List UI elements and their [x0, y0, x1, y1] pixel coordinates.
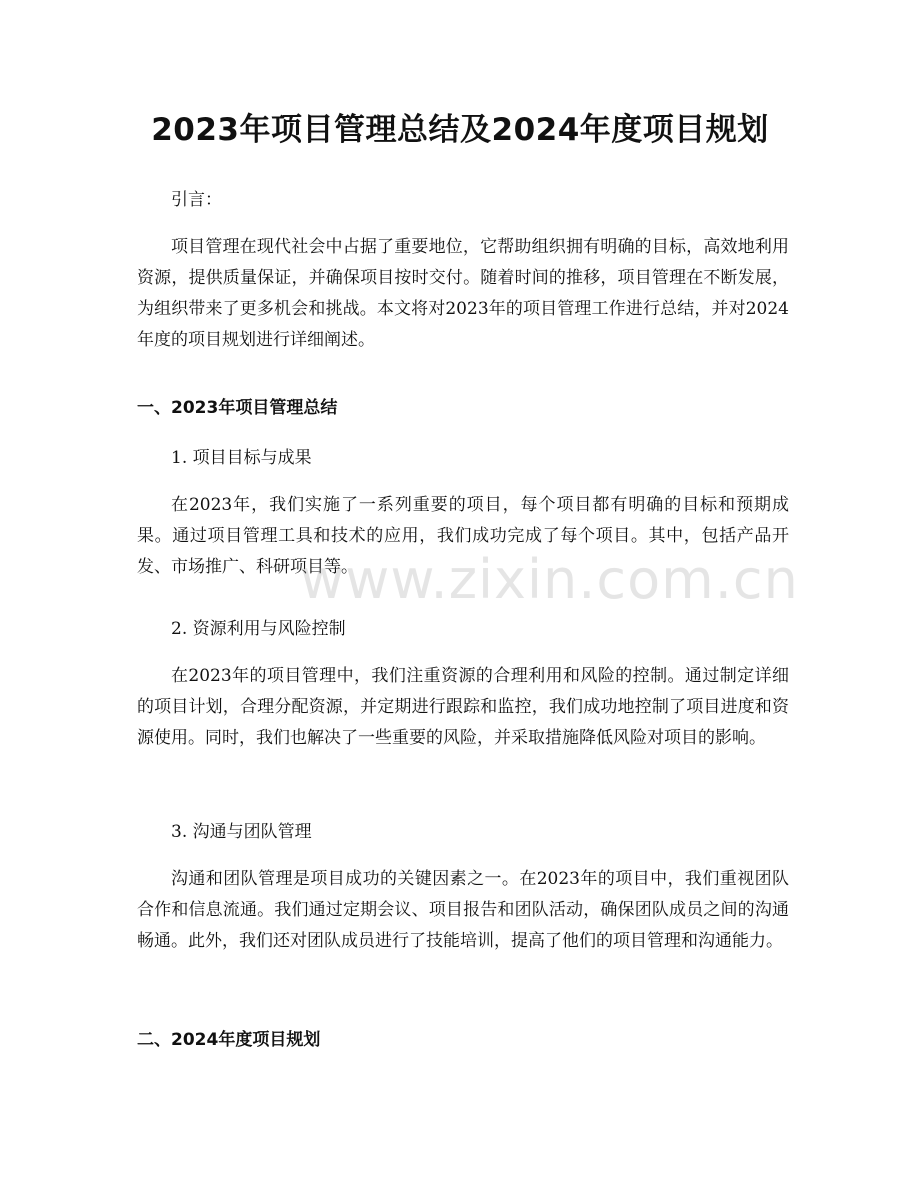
watermark: www.zixin.com.cn — [300, 548, 799, 611]
document-title: 2023年项目管理总结及2024年度项目规划 — [151, 112, 769, 148]
paragraph-resources: 在2023年的项目管理中，我们注重资源的合理利用和风险的控制。通过制定详细的项目计划，合理分配资源，并定期进行跟踪和监控，我们成功地控制了项目进度和资源使用。同时，我们也解决了一些重要的风险，并采取措施降低风险对项目的影响。 — [137, 666, 789, 748]
intro-label: 引言： — [171, 190, 222, 210]
section-heading-2024-plan: 二、2024年度项目规划 — [137, 1030, 321, 1050]
subsection-title-resources: 2. 资源利用与风险控制 — [171, 619, 346, 639]
paragraph-goals: 在2023年，我们实施了一系列重要的项目，每个项目都有明确的目标和预期成果。通过项目管理工具和技术的应用，我们成功完成了每个项目。其中，包括产品开发、市场推广、科研项目等。 — [137, 495, 789, 577]
subsection-title-communication: 3. 沟通与团队管理 — [171, 822, 312, 842]
subsection-title-goals: 1. 项目目标与成果 — [171, 448, 312, 468]
section-heading-2023-summary: 一、2023年项目管理总结 — [137, 398, 338, 418]
intro-paragraph: 项目管理在现代社会中占据了重要地位，它帮助组织拥有明确的目标，高效地利用资源，提供质量保证，并确保项目按时交付。随着时间的推移，项目管理在不断发展，为组织带来了更多机会和挑战。本文将对2023年的项目管理工作进行总结，并对2024年度的项目规划进行详细阐述。 — [137, 237, 789, 350]
paragraph-communication: 沟通和团队管理是项目成功的关键因素之一。在2023年的项目中，我们重视团队合作和信息流通。我们通过定期会议、项目报告和团队活动，确保团队成员之间的沟通畅通。此外，我们还对团队成员进行了技能培训，提高了他们的项目管理和沟通能力。 — [137, 869, 789, 951]
